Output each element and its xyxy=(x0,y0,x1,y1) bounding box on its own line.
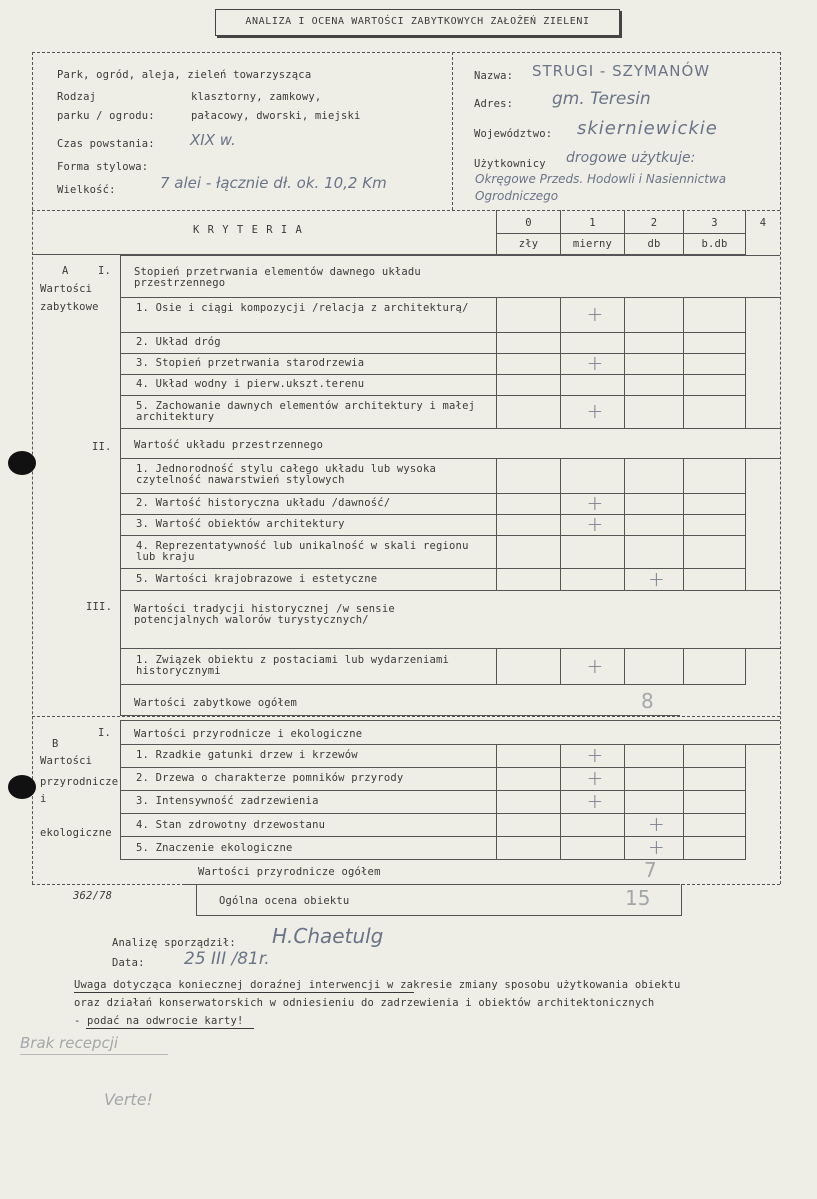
b-item-5: 5. Znaczenie ekologiczne xyxy=(136,842,293,854)
info-divider xyxy=(452,52,453,210)
rodzaj-label-2: parku / ogrodu: xyxy=(57,110,155,122)
score-cell xyxy=(683,535,746,569)
score-cell xyxy=(496,395,561,429)
score-cell xyxy=(683,493,746,515)
wielkosc-label: Wielkość: xyxy=(57,184,116,196)
section-b-label-3: przyrodnicze i xyxy=(40,776,119,805)
section-b-letter: B xyxy=(52,738,59,750)
score-cell xyxy=(496,332,561,354)
score-cell xyxy=(560,836,625,860)
score-mark: + xyxy=(648,566,665,591)
score-cell xyxy=(624,648,684,685)
score-cell xyxy=(560,535,625,569)
score-mark: + xyxy=(586,399,604,423)
group-2-title: Wartość układu przestrzennego xyxy=(134,439,324,451)
col-3-num: 3 xyxy=(711,217,718,229)
forma-label: Forma stylowa: xyxy=(57,161,149,173)
uzyt-value-1: drogowe użytkuje: xyxy=(566,150,696,166)
score-mark: + xyxy=(586,491,604,515)
rodzaj-label-1: Rodzaj xyxy=(57,91,97,103)
punch-hole-bottom xyxy=(8,775,36,799)
col-header-divider xyxy=(496,233,746,234)
ab-separator xyxy=(32,716,780,717)
section-a-label-3: zabytkowe xyxy=(40,301,99,313)
b-item-1: 1. Rzadkie gatunki drzew i krzewów xyxy=(136,749,358,761)
rodzaj-values-2: pałacowy, dworski, miejski xyxy=(191,110,361,122)
rodzaj-values-1: klasztorny, zamkowy, xyxy=(191,91,322,103)
group-1-title: Stopień przetrwania elementów dawnego układu przestrzennego xyxy=(134,266,421,289)
section-b-label-2: Wartości xyxy=(40,755,93,767)
brak-underline xyxy=(20,1054,168,1055)
score-mark: + xyxy=(586,351,604,375)
col-2-num: 2 xyxy=(650,217,658,229)
type-line: Park, ogród, aleja, zieleń towarzysząca xyxy=(57,69,312,81)
brak-recepcji: Brak recepcji xyxy=(20,1034,119,1052)
score-cell xyxy=(624,374,684,396)
score-cell xyxy=(496,514,561,536)
uwaga-line-3: - podać na odwrocie karty! xyxy=(74,1015,244,1027)
a-total-label: Wartości zabytkowe ogółem xyxy=(134,697,298,709)
b-item-3: 3. Intensywność zadrzewienia xyxy=(136,795,319,807)
score-cell xyxy=(496,535,561,569)
score-cell xyxy=(624,767,684,791)
a2-item-3: 3. Wartość obiektów architektury xyxy=(136,518,345,530)
b-item-4: 4. Stan zdrowotny drzewostanu xyxy=(136,819,326,831)
score-cell xyxy=(624,535,684,569)
section-b-roman: I. xyxy=(98,727,112,739)
score-cell xyxy=(496,493,561,515)
score-cell xyxy=(624,493,684,515)
czas-value: XIX w. xyxy=(190,131,236,149)
score-cell xyxy=(496,353,561,375)
section-a-roman-1: I. xyxy=(98,265,112,277)
score-cell xyxy=(683,568,746,591)
score-cell xyxy=(624,353,684,375)
score-cell xyxy=(496,374,561,396)
score-mark: + xyxy=(586,766,604,790)
data-label: Data: xyxy=(112,957,145,969)
punch-hole-top xyxy=(8,451,36,475)
score-mark: + xyxy=(586,302,604,326)
analiza-label: Analizę sporządził: xyxy=(112,937,236,949)
score-cell xyxy=(683,790,746,814)
verte: Verte! xyxy=(104,1090,153,1109)
score-cell xyxy=(496,813,561,837)
score-cell xyxy=(624,332,684,354)
score-cell xyxy=(683,744,746,768)
score-cell xyxy=(683,395,746,429)
score-cell xyxy=(560,374,625,396)
col-3-label: b.db xyxy=(701,238,728,250)
uzyt-value-3: Ogrodniczego xyxy=(475,189,559,203)
group-3-title: Wartości tradycji historycznej /w sensie potencjalnych walorów turystycznych/ xyxy=(134,603,395,626)
a1-item-5: 5. Zachowanie dawnych elementów architektury i małej architektury xyxy=(136,400,476,423)
section-a-label-2: Wartości xyxy=(40,283,93,295)
frame-right xyxy=(780,52,781,884)
b-total-label: Wartości przyrodnicze ogółem xyxy=(198,866,381,878)
a-total-value: 8 xyxy=(641,689,654,713)
a2-item-2: 2. Wartość historyczna układu /dawność/ xyxy=(136,497,391,509)
uwaga-underline-1 xyxy=(74,992,414,993)
b-group-title: Wartości przyrodnicze i ekologiczne xyxy=(134,728,363,740)
a2-item-4: 4. Reprezentatywność lub unikalność w skali regionu lub kraju xyxy=(136,540,469,563)
score-cell xyxy=(560,568,625,591)
frame-top xyxy=(32,52,780,53)
score-cell xyxy=(683,836,746,860)
score-cell xyxy=(683,767,746,791)
score-cell xyxy=(496,767,561,791)
score-cell xyxy=(683,353,746,375)
score-cell xyxy=(496,836,561,860)
score-cell xyxy=(624,458,684,494)
czas-label: Czas powstania: xyxy=(57,138,155,150)
adres-label: Adres: xyxy=(474,98,514,110)
data-value: 25 III /81r. xyxy=(184,949,270,969)
score-cell xyxy=(496,297,561,333)
a2-item-5: 5. Wartości krajobrazowe i estetyczne xyxy=(136,573,378,585)
score-cell xyxy=(496,744,561,768)
score-mark: + xyxy=(648,835,665,859)
nazwa-value: STRUGI - SZYMANÓW xyxy=(532,62,711,80)
score-cell xyxy=(683,374,746,396)
section-b-label-4: ekologiczne xyxy=(40,827,112,839)
score-cell xyxy=(624,297,684,333)
score-mark: + xyxy=(586,743,604,767)
uwaga-underline-3 xyxy=(86,1028,254,1029)
score-cell xyxy=(624,395,684,429)
col-0-num: 0 xyxy=(525,217,532,229)
col-1-num: 1 xyxy=(589,217,596,229)
col-1-label: mierny xyxy=(572,238,613,250)
score-cell xyxy=(683,648,746,685)
col-0-label: zły xyxy=(518,238,539,250)
b-item-2: 2. Drzewa o charakterze pomników przyrody xyxy=(136,772,404,784)
woj-label: Województwo: xyxy=(474,128,553,140)
score-mark: + xyxy=(586,789,604,813)
overall-label: Ogólna ocena obiektu xyxy=(219,895,350,907)
wielkosc-value: 7 alei - łącznie dł. ok. 10,2 Km xyxy=(160,174,387,192)
score-cell xyxy=(624,790,684,814)
score-mark: + xyxy=(586,653,604,678)
score-cell xyxy=(683,458,746,494)
a1-item-1: 1. Osie i ciągi kompozycji /relacja z architekturą/ xyxy=(136,302,469,314)
a2-item-1: 1. Jednorodność stylu całego układu lub wysoka czytelność nawarstwień stylowych xyxy=(136,463,436,486)
a1-item-2: 2. Układ dróg xyxy=(136,336,221,348)
score-cell xyxy=(624,514,684,536)
score-cell xyxy=(496,568,561,591)
b-total-value: 7 xyxy=(644,858,657,882)
overall-value: 15 xyxy=(625,886,651,910)
a1-item-3: 3. Stopień przetrwania starodrzewia xyxy=(136,357,365,369)
score-cell xyxy=(683,332,746,354)
score-cell xyxy=(560,813,625,837)
woj-value: skierniewickie xyxy=(577,118,718,139)
a1-item-4: 4. Układ wodny i pierw.ukszt.terenu xyxy=(136,378,365,390)
kryteria-header: K R Y T E R I A xyxy=(193,224,303,236)
col-2-label: db xyxy=(647,238,661,250)
score-cell xyxy=(496,648,561,685)
uzyt-value-2: Okręgowe Przeds. Hodowli i Nasiennictwa xyxy=(475,172,727,186)
score-cell xyxy=(496,458,561,494)
page-title: ANALIZA I OCENA WARTOŚCI ZABYTKOWYCH ZAŁOŻEŃ ZIELENI xyxy=(245,16,590,27)
score-mark: + xyxy=(586,512,604,536)
adres-value: gm. Teresin xyxy=(552,89,651,109)
col-4-num: 4 xyxy=(759,217,767,229)
score-mark: + xyxy=(648,812,665,836)
uwaga-line-1: Uwaga dotycząca koniecznej doraźnej interwencji w zakresie zmiany sposobu użytkowania obiektu xyxy=(74,979,681,991)
score-cell xyxy=(496,790,561,814)
ref-number: 362/78 xyxy=(73,890,113,902)
section-a-letter: A xyxy=(62,265,69,277)
section-a-roman-3: III. xyxy=(86,601,113,613)
score-cell xyxy=(683,813,746,837)
score-cell xyxy=(560,458,625,494)
a3-item-1: 1. Związek obiektu z postaciami lub wydarzeniami historycznymi xyxy=(136,654,450,677)
score-cell xyxy=(683,514,746,536)
score-cell xyxy=(624,744,684,768)
uzyt-label: Użytkownicy xyxy=(474,158,546,170)
score-cell xyxy=(683,297,746,333)
nazwa-label: Nazwa: xyxy=(474,70,514,82)
analiza-signature: H.Chaetulg xyxy=(272,924,384,948)
uwaga-line-2: oraz działań konserwatorskich w odniesieniu do zadrzewienia i obiektów architektonicznych xyxy=(74,997,655,1009)
section-a-roman-2: II. xyxy=(92,441,112,453)
